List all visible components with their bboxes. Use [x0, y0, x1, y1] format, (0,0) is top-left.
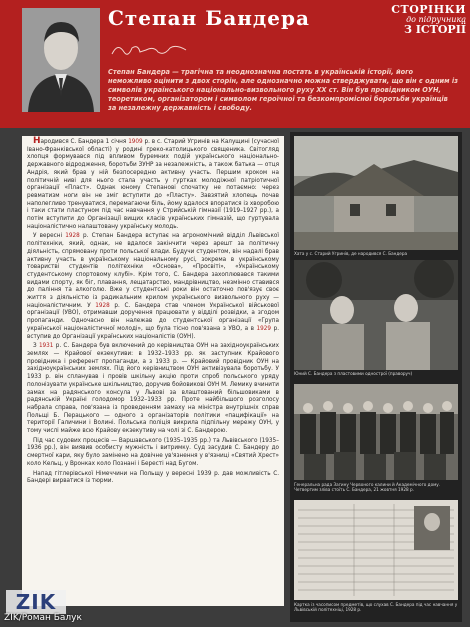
page-title: Степан Бандера [108, 6, 310, 30]
portrait-image [22, 8, 100, 112]
year-highlight: 1931 [38, 343, 54, 350]
paragraph-2-lead: У вересні [33, 233, 66, 240]
paragraph-3-text: р. С. Бандера був включений до керівництва ОУН на західноукраїнських землях — Крайової екзекутиви: в 1932–1933 рр. як заступник Крайового провідника і референт пропаганди, а з 1933 р. — Крайовий провідник ОУН на західноукраїнських землях. Під його керівництвом ОУН активізувала боротьбу. У 1933 р. він спланував і провів шкільну акцію проти спроб польського уряду полонізувати українське шкільництво, доручив бойовикові ОУН М. Лемику вчинити замах на радянського консула у Львові за влаштований більшовиками в радянській Україні голодомор 1932–1933 рр. Проте найбільшого розголосу набрала справа, пов'язана із проведенням замаху на міністра внутрішніх справ Польщі Б. Перацького — одного з організаторів політики «пацифікації» на території Галичини і Волині. Польська поліція викрила підпільну мережу ОУН, у тому числі майже всю Крайову екзекутиву на чолі зі С. Бандерою. [27, 343, 279, 435]
photo-caption-1: Хата у с. Старий Угринів, де народився С. Бандера [294, 251, 408, 256]
photo-group [294, 384, 458, 480]
photo-birth-house [294, 136, 458, 250]
paragraph-2-text-c: р. вступив до Організації українських націоналістів (ОУН). [27, 325, 279, 340]
year-highlight: 1929 [256, 325, 272, 332]
badge-line-1: СТОРІНКИ [391, 3, 466, 16]
photo-column [290, 132, 462, 622]
photo-credit: ZIK/Роман Балук [4, 613, 82, 623]
photo-caption-4: Картка із часописом предметів, що слухав С. Бандера під час навчання у Львівській політехніці, 1928 р. [294, 602, 458, 613]
paragraph-3 [27, 343, 279, 435]
badge-line-3: З ІСТОРІЇ [404, 23, 466, 36]
photo-caption-3: Генеральна рада Загину Червоного калини й Академічного дому. Четвертим зліва стоїть С. Бандера, 21 жовтня 1928 р. [294, 482, 441, 493]
paragraph-2 [27, 233, 279, 341]
textbook-badge [362, 4, 466, 40]
signature-image [110, 40, 190, 60]
article-column [22, 136, 284, 606]
photo-young-bandera [294, 260, 458, 370]
drop-cap: Н [33, 136, 41, 146]
zik-logo: ZIK [6, 590, 66, 614]
intro-text: Степан Бандера — трагічна та неоднозначна постать в українській історії, його неможливо оцінити з двох сторін, але однозначно можна стверджувати, що він є одним із символів українського національно-визвольного руху XX ст. Він був провідником ОУН, теоретиком, організатором і символом героїчної та безкомпромісної боротьби українців за незалежну державність і свободу. [108, 68, 458, 112]
year-highlight: 1928 [95, 302, 110, 309]
paragraph-1-lead: ародився С. Бандера 1 січня [40, 139, 129, 145]
paragraph-4: Під час судових процесів — Варшавського (1935–1935 рр.) та Львівського (1935–1936 рр.), він виявив особисту мужність і витримку. Суд засудив С. Бандеру до смертної кари, яку було замінено на довічне ув'язнення у в'язниці «Святий Хрест» коло Кельц, у Вронках коло Познані і Бересті над Бугом. [27, 437, 279, 467]
portrait-photo [22, 8, 100, 112]
year-highlight: 1928 [65, 233, 80, 240]
photo-study-card [294, 500, 458, 600]
paragraph-2-text: р. Степан Бандера вступає на агрономічний відділ Львівської політехніки, який, однак, не вдалося закінчити через арешт за політичну діяльність, спрямовану проти польської влади. Будучи студентом, він надалі брав активну участь в українському національному русі, зокрема в українському товаристві студентів політехніки «Основа», «Просвіті», «Українському студентському спортовому клубі». Крім того, С. Бандера захоплювався такими видами спорту, як біг, плавання, лещатарство, мандрівництво, незмінно ставився до паління та алкоголю. Вже у студентські роки він остаточно пов'язує своє життя з діяльністю із радикальним крилом українського визвольного руху — націоналістичним. У [27, 233, 279, 309]
header-banner [0, 0, 470, 128]
paragraph-5: Напад гітлерівської Німеччини на Польщу у вересні 1939 р. дав можливість С. Бандері вирватися із тюрми. [27, 470, 279, 485]
paragraph-1 [27, 138, 279, 231]
year-highlight: 1909 [128, 139, 143, 145]
paragraph-3-lead: З [33, 343, 39, 350]
paragraph-1-text: р. в с. Старий Угринів на Калущині (сучасної Івано-Франківської області) у родині греко-католицького священика. Світогляд хлопця формувався під впливом буремних подій українського національно-державного відродження, боротьби ЗУНР за незалежність, а також батька — отця Андрія, який брав у ній безпосередню активну участь. Першим кроком на політичній ниві для нього стала участь у гуртках молодіжної патріотичної організації «Пласт». Однак юному Степанові спочатку не потаємно: через ревматизм ноги він не зміг вступити до «Пласту». Завзятий хлопець почав наполегливо тренуватися, перемагаючи біль, йому вдалося впоратися із хворобою і таки стати пластуном під час навчання у Стрийській гімназії (1919–1927 рр.), а потім вступити до Організації вищих класів українських гімназій, що гуртувала націоналістично налаштовану українську молодь. [27, 139, 279, 230]
badge-line-2: до підручника [406, 15, 466, 24]
photo-caption-2: Юний С. Бандера з пластовими однострої (праворуч) [294, 371, 413, 376]
paragraph-2-text-b: р. С. Бандера став членом Української військової організації (УВО), отримавши доручення працювати у відділі розвідки, а згодом пропаганди. Одночасно він належав до студентської організації «Група української націоналістичної молоді», що була тісно пов'язана з УВО, а в [27, 302, 279, 332]
